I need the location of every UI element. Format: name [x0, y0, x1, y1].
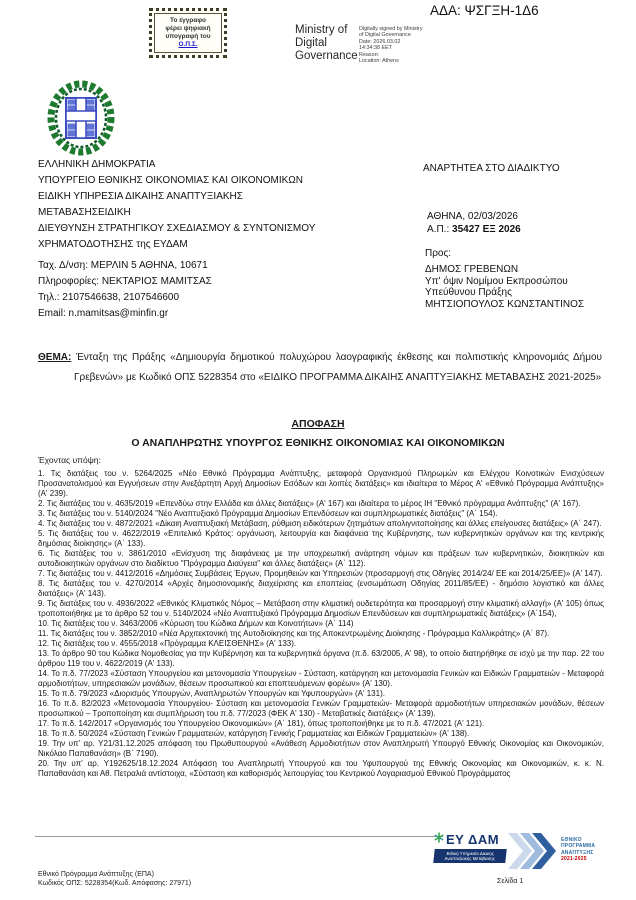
- stamp-text-line: υπογραφή του: [165, 33, 211, 40]
- stamp-text-line: Το έγγραφο: [169, 17, 207, 24]
- recipient-line: Υπ' όψιν Νομίμου Εκπροσώπου: [425, 275, 568, 287]
- contact-lines: [38, 258, 378, 322]
- org-line: ΧΡΗΜΑΤΟΔΟΤΗΣΗΣ της ΕΥΔΑΜ: [38, 239, 188, 250]
- considerations-list: [38, 469, 604, 779]
- stamp-org: Ο.Π.Σ.: [178, 41, 198, 48]
- decision-subtitle: Ο ΑΝΑΠΛΗΡΩΤΗΣ ΥΠΟΥΡΓΟΣ ΕΘΝΙΚΗΣ ΟΙΚΟΝΟΜΙΑΣ ΚΑΙ ΟΙΚΟΝΟΜΙΚΩΝ: [131, 437, 505, 449]
- ada-code: ΑΔΑ: ΨΣΓΞΗ-1Δ6: [430, 3, 539, 18]
- recipient-block: [423, 163, 633, 310]
- eydam-star-icon: [434, 830, 444, 848]
- org-line: ΕΛΛΗΝΙΚΗ ΔΗΜΟΚΡΑΤΙΑ: [38, 159, 156, 170]
- digital-signature-stamp: [149, 8, 227, 58]
- consideration-item: 3. Τις διατάξεις του ν. 5140/2024 "Νέο Αναπτυξιακό Πρόγραμμα Δημοσίων Επενδύσεων και συμπληρωματικές διατάξεις" (Α΄ 154).: [38, 509, 498, 518]
- stamp-text-line: φέρει ψηφιακή: [165, 25, 211, 32]
- org-lines: [38, 157, 378, 253]
- consideration-item: 16. Το π.δ. 82/2023 «Μετονομασία Υπουργείου- Σύσταση και μετονομασία Γενικών Γραμματειών- Μεταφορά αρμοδιοτήτων υπηρεσιακών μονάδων, θέσεων προσωπικού – Τροποποίηση και συμπλήρωση του π.δ. 77/2023 (ΦΕΚ Α' 130) - Μεταβατικές διατάξεις» (Α' 139).: [38, 699, 604, 718]
- consideration-item: 14. Το π.δ. 77/2023 «Σύσταση Υπουργείου και μετονομασία Υπουργείων - Σύσταση, κατάργηση και μετονομασία Γενικών και Ειδικών Γραμματειών - Μεταφορά αρμοδιοτήτων, υπηρεσιακών μονάδων, θέσεων προσωπικού και εποπτευόμενων φορέων» (Α' 130).: [38, 669, 604, 688]
- epa-program-logo: [561, 837, 595, 863]
- footer-divider: [35, 836, 443, 837]
- consideration-item: 2. Τις διατάξεις του ν. 4635/2019 «Επενδύω στην Ελλάδα και άλλες διατάξεις» (Α' 167) και ιδιαίτερα το μέρος ΙΗ "Εθνικό πρόγραμμα Ανάπτυξης" (Α' 167).: [38, 499, 581, 508]
- consideration-item: 13. Το άρθρο 90 του Κώδικα Νομοθεσίας για την Κυβέρνηση και τα κυβερνητικά όργανα (π.δ. 63/2005, Α' 98), το οποίο διατηρήθηκε σε ισχύ με την παρ. 22 του άρθρου 119 του ν. 4622/2019 (Α' 133).: [38, 649, 604, 668]
- consideration-item: 9. Τις διατάξεις του ν. 4936/2022 «Εθνικός Κλιματικός Νόμος – Μετάβαση στην κλιματική ουδετερότητα και προσαρμογή στην κλιματική αλλαγή» (Α' 105) όπως τροποποιήθηκε με το άρθρο 52 του ν. 5140/2024 «Νέο Αναπτυξιακό Πρόγραμμα Δημοσίων Επενδύσεων και συμπληρωματικές διατάξεις» (Α΄154),: [38, 599, 604, 618]
- epa-logo-line: ΠΡΟΓΡΑΜΜΑ: [561, 843, 596, 850]
- digital-signature-details: [359, 26, 423, 64]
- chevrons-icon: [508, 833, 558, 874]
- consideration-item: 8. Τις διατάξεις του ν. 4270/2014 «Αρχές δημοσιονομικής διαχείρισης και εποπτείας (ενσωμάτωση Οδηγίας 2011/85/ΕΕ) - δημόσιο λογιστικό και άλλες διατάξεις» (Α' 143).: [38, 579, 604, 598]
- recipient-line: Υπεύθυνου Πράξης: [425, 287, 512, 298]
- epa-logo-lines: [561, 837, 595, 856]
- consideration-item: 19. Την υπ' αρ. Υ21/31.12.2025 απόφαση του Πρωθυπουργού «Ανάθεση Αρμοδιοτήτων στον Αναπληρωτή Υπουργό Εθνικής Οικονομίας και Οικονομικών, Νικόλαο Παπαθανάση» (Β΄ 7190).: [38, 739, 604, 758]
- eydam-tagline-line: Ειδική Υπηρεσία Δίκαιης: [446, 850, 495, 856]
- footer-program-codes: Κωδικός ΟΠΣ: 5228354(Κωδ. Απόφασης: 27971): [38, 880, 192, 887]
- city-date: ΑΘΗΝΑ, 02/03/2026: [427, 211, 518, 222]
- consideration-item: 17. Το π.δ. 142/2017 «Οργανισμός του Υπουργείου Οικονομικών» (Α΄ 181), όπως τροποποιήθηκε με το π.δ. 47/2021 (Α' 121).: [38, 719, 485, 728]
- epa-logo-line: ΕΘΝΙΚΟ: [561, 837, 582, 843]
- signature-detail-line: Reason:: [359, 51, 380, 58]
- stamp-text-lines: [157, 17, 219, 41]
- consideration-item: 12. Τις διατάξεις του ν. 4555/2018 «Πρόγραμμα ΚΛΕΙΣΘΕΝΗΣ» (Α' 133).: [38, 639, 297, 648]
- consideration-item: 5. Τις διατάξεις του ν. 4622/2019 «Επιτελικό Κράτος: οργάνωση, λειτουργία και διαφάνεια της Κυβέρνησης, των κυβερνητικών οργάνων και της κεντρικής δημόσιας διοίκησης» (Α΄ 133).: [38, 529, 604, 548]
- recipient-line: ΜΗΤΣΙΟΠΟΥΛΟΣ ΚΩΝΣΤΑΝΤΙΝΟΣ: [425, 298, 585, 310]
- signature-detail-line: 14:34:38 EET: [359, 45, 392, 52]
- signature-detail-line: Location: Athens: [359, 58, 399, 65]
- page-number: Σελίδα 1: [497, 878, 524, 885]
- footer-program-info: [38, 870, 191, 888]
- consideration-item: 11. Τις διατάξεις του ν. 3852/2010 «Νέα Αρχιτεκτονική της Αυτοδιοίκησης και της Αποκεντρωμένης Διοίκησης - Πρόγραμμα Καλλικράτης» (Α΄ 87).: [38, 629, 550, 638]
- having-regard-label: Έχοντας υπόψη:: [38, 455, 101, 465]
- sender-block: [38, 157, 378, 322]
- epa-logo-years: 2021-2025: [561, 856, 587, 863]
- consideration-item: 15. Το π.δ. 79/2023 «Διορισμός Υπουργών, Αναπληρωτών Υπουργών και Υφυπουργών» (Α' 131).: [38, 689, 385, 698]
- subject-label: ΘΕΜΑ:: [38, 352, 72, 363]
- ministry-logo-text: [295, 24, 358, 63]
- org-line: ΥΠΟΥΡΓΕΙΟ ΕΘΝΙΚΗΣ ΟΙΚΟΝΟΜΙΑΣ ΚΑΙ ΟΙΚΟΝΟΜΙΚΩΝ: [38, 175, 304, 186]
- consideration-item: 7. Τις διατάξεις του ν. 4412/2016 «Δημόσιες Συμβάσεις Έργων, Προμηθειών και Υπηρεσιών (προσαρμογή στις Οδηγίες 2014/24/ ΕΕ και 2014/25/ΕΕ)» (Α' 147).: [38, 569, 603, 578]
- org-line: ΔΙΕΥΘΥΝΣΗ ΣΤΡΑΤΗΓΙΚΟΥ ΣΧΕΔΙΑΣΜΟΥ & ΣΥΝΤΟΝΙΣΜΟΥ: [38, 223, 316, 234]
- org-line: ΜΕΤΑΒΑΣΗΣΕΙΔΙΚΗ: [38, 207, 131, 218]
- protocol-label: Α.Π.:: [427, 224, 450, 235]
- ministry-logo-line: Ministry of: [295, 24, 348, 36]
- greek-coat-of-arms-icon: [46, 80, 116, 160]
- org-line: ΕΙΔΙΚΗ ΥΠΗΡΕΣΙΑ ΔΙΚΑΙΗΣ ΑΝΑΠΤΥΞΙΑΚΗΣ: [38, 191, 243, 202]
- epa-logo-line: ΑΝΑΠΤΥΞΗΣ: [561, 849, 594, 856]
- contact-line: Τηλ.: 2107546638, 2107546600: [38, 292, 180, 303]
- recipient-line: ΔΗΜΟΣ ΓΡΕΒΕΝΩΝ: [425, 264, 519, 275]
- ministry-logo-line: Governance: [295, 50, 358, 62]
- contact-line: Ταχ. Δ/νση: ΜΕΡΛΙΝ 5 ΑΘΗΝΑ, 10671: [38, 260, 208, 271]
- decision-title: ΑΠΟΦΑΣΗ: [291, 418, 345, 430]
- signature-detail-line: of Digital Governance: [359, 32, 411, 39]
- protocol-number: 35427 ΕΞ 2026: [452, 224, 521, 235]
- ministry-logo-line: Digital: [295, 37, 327, 49]
- consideration-item: 6. Τις διατάξεις του ν. 3861/2010 «Ενίσχυση της διαφάνειας με την υποχρεωτική ανάρτηση νόμων και πράξεων των κυβερνητικών, διοικητικών και αυτοδιοικητικών οργάνων στο διαδίκτυο "Πρόγραμμα Διαύγεια" και άλλες διατάξεις» (Α΄ 112).: [38, 549, 604, 568]
- eydam-name: ΕΥ ΔΑΜ: [446, 831, 500, 847]
- subject-text: Ένταξη της Πράξης «Δημιουργία δημοτικού πολυχώρου λαογραφικής έκθεσης και πολιτιστικής κληρονομιάς Δήμου Γρεβενών» με Κωδικό ΟΠΣ 5228354 στο «ΕΙΔΙΚΟ ΠΡΟΓΡΑΜΜΑ ΔΙΚΑΙΗΣ ΑΝΑΠΤΥΞΙΑΚΗΣ ΜΕΤΑΒΑΣΗΣ 2021-2025»: [74, 352, 602, 383]
- consideration-item: 18. Το π.δ. 50/2024 «Σύσταση Γενικών Γραμματειών, κατάργηση Γενικής Γραμματείας και Ειδικών Γραμματειών» (Α' 138).: [38, 729, 470, 738]
- eydam-tagline-line: Αναπτυξιακής Μετάβασης: [444, 855, 496, 861]
- footer-program-name: Εθνικό Πρόγραμμα Ανάπτυξης (ΕΠΑ): [38, 871, 154, 878]
- consideration-item: 4. Τις διατάξεις του ν. 4872/2021 «Δίκαιη Αναπτυξιακή Μετάβαση, ρύθμιση ειδικότερων ζητημάτων απολιγνιτοποίησης και άλλες επείγουσες διατάξεις» (Α΄ 247).: [38, 519, 602, 528]
- consideration-item: 10. Τις διατάξεις του ν. 3463/2006 «Κύρωση του Κώδικα Δήμων και Κοινοτήτων» (Α΄ 114): [38, 619, 354, 628]
- consideration-item: 1. Τις διατάξεις του ν. 5264/2025 «Νέο Εθνικό Πρόγραμμα Ανάπτυξης, μεταφορά Οργανισμού Πληρωμών και Ελέγχου Κοινοτικών Ενισχύσεων Προσανατολισμού και Εγγυήσεων στην Ανεξάρτητη Αρχή Δημοσίων Εσόδων και λοιπές διατάξεις» και ιδιαίτερα το Μέρος Α' «Εθνικό Πρόγραμμα Ανάπτυξης» (Α' 239).: [38, 469, 604, 498]
- contact-line: Πληροφορίες: ΝΕΚΤΑΡΙΟΣ ΜΑΜΙΤΣΑΣ: [38, 276, 212, 287]
- to-lines: [423, 264, 633, 310]
- consideration-item: 20. Την υπ' αρ. Υ192625/18.12.2024 Απόφαση του Αναπληρωτή Υπουργού και του Υφυπουργού της Εθνικής Οικονομίας και Οικονομικών, κ. κ. Ν. Παπαθανάση και Αθ. Πετραλιά αντίστοιχα, «Σύσταση και καθορισμός λειτουργίας του Κεντρικού Λογαριασμού Εθνικού Προγράμματος: [38, 759, 604, 778]
- published-online-label: ΑΝΑΡΤΗΤΕΑ ΣΤΟ ΔΙΑΔΙΚΤΥΟ: [423, 163, 560, 174]
- eydam-tagline: [433, 849, 506, 863]
- subject-paragraph: [38, 348, 602, 388]
- to-label: Προς:: [425, 248, 452, 259]
- signature-detail-line: Date: 2026.03.02: [359, 38, 401, 45]
- eydam-logo: [434, 830, 506, 863]
- signature-detail-line: Digitally signed by Ministry: [359, 26, 423, 32]
- contact-line: Email: n.mamitsas@minfin.gr: [38, 308, 169, 319]
